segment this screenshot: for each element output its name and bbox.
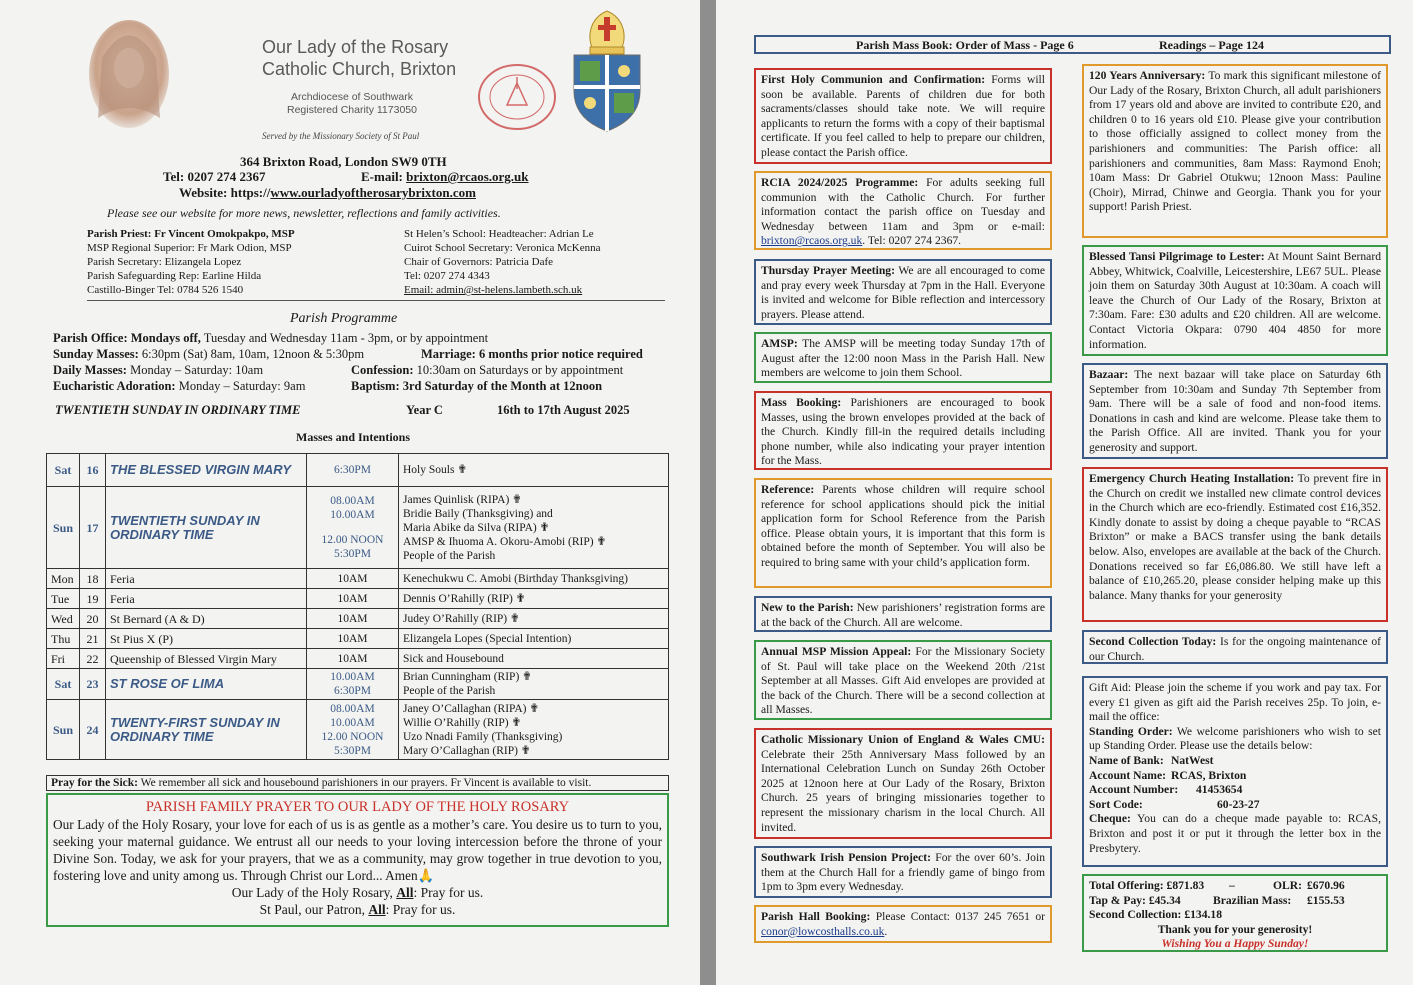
- mass-intention: Willie O’Rahilly (RIP) ✟: [403, 716, 522, 729]
- notice-box: [754, 171, 1052, 250]
- website-link[interactable]: www.ourladyoftherosarybrixton.com: [270, 185, 476, 200]
- notice-title: Blessed Tansi Pilgrimage to Lester:: [1089, 250, 1265, 263]
- church-name-line2: Catholic Church, Brixton: [262, 59, 457, 79]
- staff-line: Castillo-Binger Tel: 0784 526 1540: [87, 284, 244, 296]
- notice-box: [754, 259, 1052, 325]
- email-label: E-mail:: [361, 169, 403, 184]
- mass-time: 10.00AM: [330, 716, 375, 729]
- offering-box: [1082, 874, 1388, 952]
- notice-text: The AMSP will be meeting today Sunday 17th of August after the 12:00 noon Mass in the Parish Hall. New members are welcome to join them School.: [761, 337, 1045, 380]
- notice-title: First Holy Communion and Confirmation:: [761, 73, 986, 86]
- staff-line: Parish Secretary: Elizangela Lopez: [87, 256, 242, 268]
- mass-times: [307, 589, 399, 609]
- divider: [87, 300, 665, 301]
- mass-row: [47, 629, 669, 649]
- mass-intentions: [399, 589, 669, 609]
- mass-intention: Bridie Baily (Thanksgiving) and: [403, 507, 553, 520]
- mass-row: [47, 649, 669, 669]
- mass-intention: Dennis O’Rahilly (RIP) ✟: [403, 592, 526, 605]
- mary-portrait-icon: [88, 18, 170, 130]
- mass-feast: Feria: [106, 569, 307, 589]
- mass-date: 22: [80, 649, 106, 669]
- notice-box: [754, 640, 1052, 720]
- notice-text: Parents whose children will require school reference for school applications should pick the initial application form for School Reference from the Parish office. Please obtain yours, it is important that this form is obtained before the month of September. You will also be required to bring same with your child’s application form.: [761, 483, 1045, 569]
- mass-row: [47, 487, 669, 569]
- mass-intention: Janey O’Callaghan (RIPA) ✟: [403, 702, 540, 715]
- mass-book-header: [754, 35, 1391, 54]
- notice-box: [754, 905, 1052, 943]
- mass-day: Sat: [47, 454, 80, 487]
- staff-left-list: [87, 227, 295, 297]
- notice-title: Catholic Missionary Union of England & Wales CMU:: [761, 733, 1045, 746]
- mass-time: 10AM: [337, 592, 368, 605]
- notice-text: For the over 60’s. Join them at the Church Hall for a friendly game of bingo from 1pm to 3pm every Wednesday.: [761, 851, 1045, 894]
- mass-day: Thu: [47, 629, 80, 649]
- notice-box: [1082, 630, 1388, 664]
- mass-time: 12.00 NOON: [321, 730, 384, 743]
- account-name-row: Account Name: RCAS, Brixton: [1089, 768, 1247, 782]
- notice-box: [754, 728, 1052, 839]
- programme-title: Parish Programme: [290, 311, 398, 326]
- mass-intention: Mary O’Callaghan (RIP) ✟: [403, 744, 531, 757]
- notice-box: [754, 68, 1052, 164]
- mass-times: [307, 700, 399, 760]
- church-address: 364 Brixton Road, London SW9 0TH: [240, 154, 447, 169]
- mass-day: Wed: [47, 609, 80, 629]
- mass-intention: People of the Parish: [403, 685, 496, 697]
- mass-time: [311, 522, 394, 533]
- mass-intentions: [399, 669, 669, 700]
- standing-order: Standing Order: We welcome parishioners who wish to set up Standing Order. Please use the details below:: [1089, 724, 1381, 753]
- parish-prayer-box: [46, 793, 669, 927]
- mass-time: 08.00AM: [330, 702, 375, 715]
- notice-title: Annual MSP Mission Appeal:: [761, 645, 912, 658]
- notice-text-tail: . Tel: 0207 274 2367.: [862, 234, 962, 248]
- mass-intentions: [399, 454, 669, 487]
- adoration-row: Eucharistic Adoration: Monday – Saturday: 9am Baptism: 3rd Saturday of the Month at 12noon: [53, 379, 603, 393]
- mass-date: 16: [80, 454, 106, 487]
- notice-box: [1082, 64, 1388, 238]
- mass-time: 10AM: [337, 652, 368, 665]
- notice-title: 120 Years Anniversary:: [1089, 69, 1206, 82]
- total-offering-row: Total Offering: £871.83 – OLR: £670.96: [1089, 879, 1345, 892]
- msp-seal-icon: [477, 63, 557, 131]
- website-row: [179, 185, 476, 201]
- mass-intentions: [399, 629, 669, 649]
- mass-row: [47, 669, 669, 700]
- notice-title: Mass Booking:: [761, 396, 842, 409]
- notice-title: Southwark Irish Pension Project:: [761, 851, 931, 864]
- mass-time: 10.00AM: [330, 509, 375, 521]
- mass-intention: Sick and Housebound: [403, 652, 504, 665]
- notice-box: [754, 391, 1052, 470]
- liturgical-year: Year C: [406, 403, 443, 417]
- mass-intention: AMSP & Ihuoma A. Okoru-Amobi (RIP) ✟: [403, 535, 607, 548]
- mass-time: 08.00AM: [330, 495, 375, 507]
- staff-line: Parish Priest: Fr Vincent Omokpakpo, MSP: [87, 228, 295, 240]
- sunday-masses-row: Sunday Masses: 6:30pm (Sat) 8am, 10am, 12noon & 5:30pm Marriage: 6 months prior notice required: [53, 347, 643, 361]
- notice-text: The next bazaar will take place on Saturday 6th September from 10:30am and Sunday 7th September from 9am. There will be a sale of food and non-food items. Donations in cash and kind are welcome. Please take them to the Parish Office. All are invited. Thank you for your generosity and support.: [1089, 368, 1381, 454]
- notice-text: Forms will soon be available. Parents of children due for both sacraments/classes should take note. We will require applicants to return the forms with a copy of their baptismal certificate. If you feel called to help to prepare our children, please contact the Parish office.: [761, 73, 1045, 159]
- mass-date: 18: [80, 569, 106, 589]
- prayer-response-1: Our Lady of the Holy Rosary, All: Pray for us.: [231, 885, 484, 900]
- mass-date: 19: [80, 589, 106, 609]
- mass-intentions: [399, 487, 669, 569]
- staff-right-list: [404, 227, 601, 297]
- masses-title: Masses and Intentions: [296, 430, 411, 444]
- mass-row: [47, 700, 669, 760]
- notice-box: [1082, 467, 1388, 622]
- mass-time: 6:30PM: [333, 464, 372, 476]
- mass-time: 5:30PM: [333, 744, 372, 757]
- notice-title: Emergency Church Heating Installation:: [1089, 472, 1295, 485]
- served-by: Served by the Missionary Society of St Paul: [262, 131, 420, 141]
- mass-feast: St Pius X (P): [106, 629, 307, 649]
- school-email[interactable]: Email: admin@st-helens.lambeth.sch.uk: [404, 284, 583, 296]
- prayer-body: Our Lady of the Holy Rosary, your love for each of us is as gentle as a mother’s care. You desire us to turn to you, seeking your maternal guidance. We entrust all our needs to your loving intercession before the throne of your Divine Son. Today, we ask for your prayers, that we as a community, may grow together in true devotion to you, fostering love and unity among us. Through Christ our Lord... Amen🙏: [53, 817, 662, 883]
- bank-name-row: Name of Bank: NatWest: [1089, 753, 1214, 767]
- see-website-note: Please see our website for more news, newsletter, reflections and family activities.: [107, 206, 501, 220]
- wish-line: Wishing You a Happy Sunday!: [1161, 937, 1309, 951]
- notice-text: At Mount Saint Bernard Abbey, Whitwick, Coalville, Leicestershire, LE67 5UL. Please join them on Saturday 30th August at 10:30am. A coach will leave the Church of Our Lady of the Rosary, Brixton at 7:30am. Fare: £30 adults and £20 children. All are welcome. Contact Victoria Okpara: 0790 404 4850 for more information.: [1089, 250, 1381, 351]
- mass-row: [47, 454, 669, 487]
- mass-feast: TWENTIETH SUNDAY IN ORDINARY TIME: [106, 487, 307, 569]
- mass-intention: Judey O’Rahilly (RIP) ✟: [403, 612, 520, 625]
- notice-text: Celebrate their 25th Anniversary Mass followed by an International Celebration Lunch on Sunday 26th October 2025 at 12noon here at Our Lady of the Rosary, Brixton Church. 25 years of bringing missionaries together to represent the missionary charism in the local Church. All invited.: [761, 747, 1045, 834]
- mass-feast: ST ROSE OF LIMA: [106, 669, 307, 700]
- mass-time: 10AM: [337, 612, 368, 625]
- office-hours: Parish Office: Mondays off, Tuesday and Wednesday 11am - 3pm, or by appointment: [53, 331, 489, 345]
- mass-intentions: [399, 649, 669, 669]
- programme-block: [53, 330, 673, 394]
- charity-number: Registered Charity 1173050: [287, 104, 417, 116]
- notice-title: Parish Hall Booking:: [761, 910, 871, 923]
- email-row: [361, 169, 529, 185]
- masses-table: [46, 453, 669, 760]
- mass-intention: Kenechukwu C. Amobi (Birthday Thanksgiving): [403, 572, 628, 585]
- mass-feast: TWENTY-FIRST SUNDAY IN ORDINARY TIME: [106, 700, 307, 760]
- website-label: Website: https://: [179, 185, 271, 200]
- notice-email-link[interactable]: brixton@rcaos.org.uk: [761, 234, 863, 248]
- notice-title: New to the Parish:: [761, 601, 854, 614]
- account-number-row: Account Number: 41453654: [1089, 783, 1243, 797]
- mass-time: 10.00AM: [330, 671, 375, 683]
- mass-time: 10AM: [337, 632, 368, 645]
- order-of-mass-ref: Parish Mass Book: Order of Mass - Page 6: [856, 38, 1074, 52]
- staff-line: Parish Safeguarding Rep: Earline Hilda: [87, 270, 262, 282]
- mass-intention: James Quinlisk (RIPA) ✟: [403, 493, 522, 506]
- gift-aid-text: Gift Aid: Please join the scheme if you work and pay tax. For every £1 given as gift aid the Parish receives 25p. To join, e-mail the office:: [1089, 681, 1381, 724]
- mass-day: Sat: [47, 669, 80, 700]
- mass-time: 6:30PM: [333, 685, 372, 697]
- mass-intention: Uzo Nnadi Family (Thanksgiving): [403, 730, 563, 743]
- notice-text: For the Missionary Society of St. Paul will take place on the Weekend 20th /21st September at all Masses. Gift Aid envelopes are provided at the back of the Church. There will be a second collection at all Masses.: [761, 645, 1045, 717]
- tap-pay-row: Tap & Pay: £45.34 Brazilian Mass: £155.53: [1089, 893, 1345, 907]
- notice-box: [754, 332, 1052, 383]
- gift-aid-box: [1082, 676, 1388, 867]
- mass-times: [307, 487, 399, 569]
- mass-feast: THE BLESSED VIRGIN MARY: [106, 454, 307, 487]
- mass-times: [307, 569, 399, 589]
- notice-title: Reference:: [761, 483, 815, 496]
- week-dates: 16th to 17th August 2025: [497, 403, 630, 417]
- second-collection-row: Second Collection: £134.18: [1089, 908, 1223, 922]
- notice-title: Bazaar:: [1089, 368, 1129, 381]
- mass-row: [47, 609, 669, 629]
- mass-date: 24: [80, 700, 106, 760]
- left-page: [0, 0, 700, 985]
- mass-intention: Maria Abike da Silva (RIPA) ✟: [403, 521, 550, 534]
- sort-code-row: Sort Code: 60-23-27: [1089, 797, 1260, 811]
- notice-text-tail: .: [884, 924, 888, 938]
- prayer-response-2: St Paul, our Patron, All: Pray for us.: [259, 902, 456, 917]
- archdiocese-label: Archdiocese of Southwark: [291, 91, 413, 103]
- notice-email-link[interactable]: conor@lowcosthalls.co.uk: [761, 924, 885, 938]
- cheque-row: Cheque: You can do a cheque made payable to: RCAS, Brixton and post it or put it through the letter box in the Presbytery.: [1089, 812, 1381, 855]
- mass-date: 21: [80, 629, 106, 649]
- notice-text: For adults seeking full communion with the Catholic Church. For further information contact the parish office on Tuesday and Wednesday between 11am and 3pm or e-mail:: [761, 176, 1045, 233]
- mass-intentions: [399, 569, 669, 589]
- notice-box: [1082, 363, 1388, 459]
- mass-intention: People of the Parish: [403, 549, 496, 562]
- staff-line: St Helen’s School: Headteacher: Adrian Le: [404, 228, 594, 240]
- notice-title: Thursday Prayer Meeting:: [761, 264, 895, 277]
- mass-day: Tue: [47, 589, 80, 609]
- mass-feast: St Bernard (A & D): [106, 609, 307, 629]
- thanks-line: Thank you for your generosity!: [1157, 922, 1313, 936]
- mass-day: Fri: [47, 649, 80, 669]
- mass-feast: Feria: [106, 589, 307, 609]
- mass-times: [307, 454, 399, 487]
- mass-time: 10AM: [337, 572, 368, 585]
- staff-line: Tel: 0207 274 4343: [404, 270, 490, 282]
- notice-box: [754, 846, 1052, 898]
- mass-times: [307, 649, 399, 669]
- staff-line: Chair of Governors: Patricia Dafe: [404, 256, 554, 268]
- staff-line: MSP Regional Superior: Fr Mark Odion, MSP: [87, 242, 292, 254]
- notice-box: [754, 478, 1052, 588]
- mass-feast: Queenship of Blessed Virgin Mary: [106, 649, 307, 669]
- mass-times: [307, 629, 399, 649]
- mass-time: 12.00 NOON: [321, 534, 384, 546]
- notice-title: AMSP:: [761, 337, 798, 350]
- prayer-title: PARISH FAMILY PRAYER TO OUR LADY OF THE HOLY ROSARY: [145, 799, 570, 815]
- mass-intention: Holy Souls ✟: [403, 464, 467, 476]
- notice-title: Second Collection Today:: [1089, 635, 1217, 648]
- mass-date: 17: [80, 487, 106, 569]
- readings-ref: Readings – Page 124: [1159, 38, 1264, 52]
- notice-text: To prevent fire in the Church on credit we installed new climate control devices in the Church which are eco-friendly. Estimated cost £16,352. Kindly donate to assist by doing a cheque payable to “RCAS Brixton” or make a BACS transfer using the bank details below. Also, envelopes are available at the back of the Church. Donations received so far £6,086.80. We still have left a balance of £10,265.20, please consider helping make up this balance. Many thanks for your generosity: [1089, 472, 1381, 602]
- mass-day: Sun: [47, 487, 80, 569]
- notice-box: [754, 596, 1052, 632]
- mass-time: 5:30PM: [333, 548, 372, 560]
- notice-text: Is for the ongoing maintenance of our Church.: [1089, 635, 1381, 663]
- notice-text: We are all encouraged to come and pray every week Thursday at 7pm in the Hall. Everyone is invited and welcome for Bible reflection and intercessory prayers. Please attend.: [761, 264, 1046, 321]
- church-phone: Tel: 0207 274 2367: [163, 169, 266, 184]
- daily-masses-row: Daily Masses: Monday – Saturday: 10am Confession: 10:30am on Saturdays or by appointment: [53, 363, 624, 377]
- mass-times: [307, 609, 399, 629]
- mass-date: 23: [80, 669, 106, 700]
- notice-title: RCIA 2024/2025 Programme:: [761, 176, 919, 189]
- pray-for-sick: Pray for the Sick: We remember all sick and housebound parishioners in our prayers. Fr Vincent is available to visit.: [46, 775, 669, 791]
- notice-text: To mark this significant milestone of Our Lady of the Rosary, Brixton Church, all adult parishioners from 17 years old and above are invited to contribute £20, and children 0 to 16 years old £10. Please give your contribution to those officially assigned to collect money from the parishioners and communities: The Parish office: all parishioners and communities, 8am Mass: Raymond Enoh; 10am Mass: Dr Gabriel Otukwu; 12noon Mass: Pauline (Choir), Mirrad, Chinwe and Georgia. Thank you for your support! Parish Priest.: [1089, 69, 1381, 214]
- mass-times: [307, 669, 399, 700]
- mass-intentions: [399, 609, 669, 629]
- notice-text: New parishioners’ registration forms are at the back of the Church. All are welcome.: [761, 601, 1046, 629]
- mass-row: [47, 589, 669, 609]
- church-name-line1: Our Lady of the Rosary: [262, 37, 449, 57]
- mass-date: 20: [80, 609, 106, 629]
- mass-day: Sun: [47, 700, 80, 760]
- mass-intention: Brian Cunningham (RIP) ✟: [403, 671, 532, 683]
- notice-box: [1082, 245, 1388, 356]
- mass-day: Mon: [47, 569, 80, 589]
- sunday-title: TWENTIETH SUNDAY IN ORDINARY TIME: [55, 403, 301, 417]
- mass-row: [47, 569, 669, 589]
- staff-line: Cuirot School Secretary: Veronica McKenna: [404, 242, 601, 254]
- notice-text: Please Contact: 0137 245 7651 or: [870, 910, 1045, 923]
- email-link[interactable]: brixton@rcaos.org.uk: [406, 169, 529, 184]
- mass-intention: Elizangela Lopes (Special Intention): [403, 632, 572, 645]
- archdiocese-crest-icon: [568, 9, 646, 135]
- mass-intentions: [399, 700, 669, 760]
- notice-text: Parishioners are encouraged to book Masses, using the brown envelopes provided at the back of the Church. Kindly fill-in the required details including phone number, while also indicating your prayer intention for the Mass.: [761, 396, 1045, 468]
